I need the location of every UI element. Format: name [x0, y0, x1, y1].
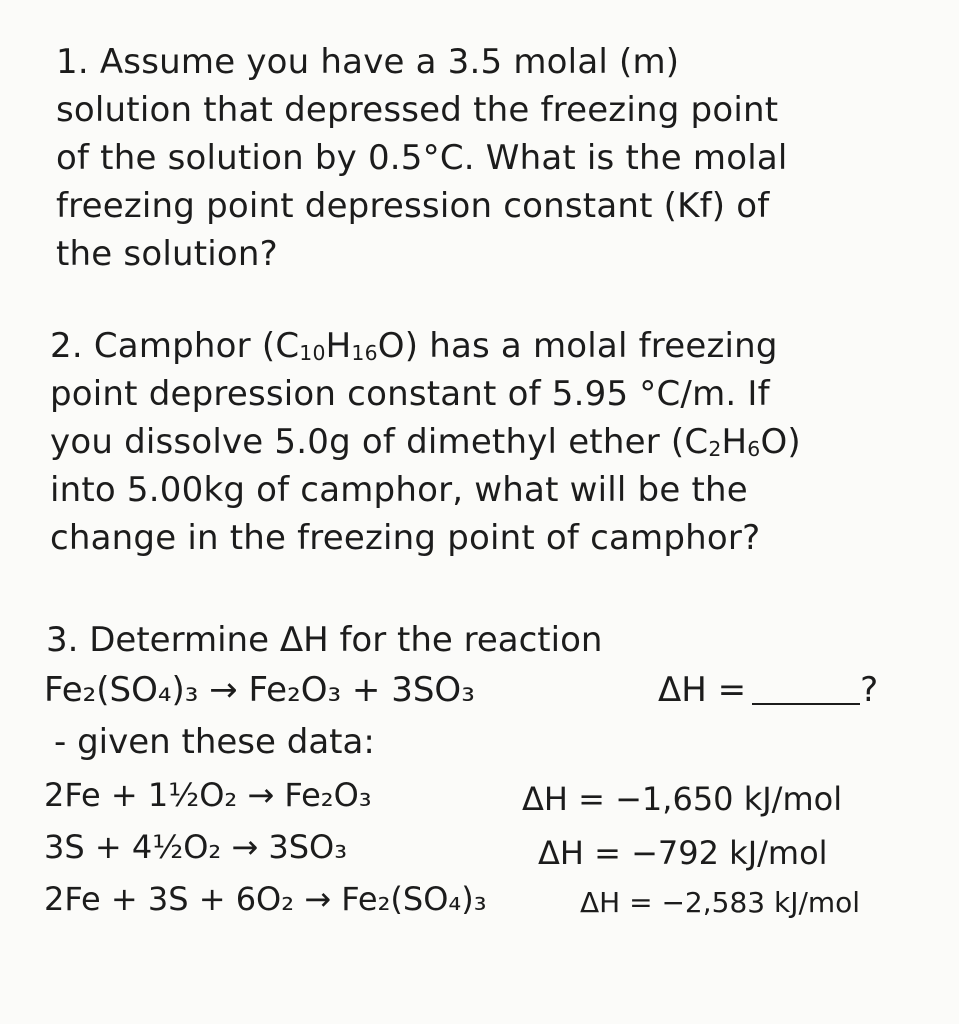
- data-equation: 2Fe + 1½O₂ → Fe₂O₃: [44, 776, 372, 814]
- text-fragment: you dissolve 5.0g of dimethyl ether (C: [50, 422, 709, 462]
- data-dh: ΔH = −1,650 kJ/mol: [522, 780, 843, 818]
- text-fragment: H: [325, 326, 352, 366]
- question-2-line: [50, 418, 930, 466]
- text-fragment: O): [760, 422, 801, 462]
- subscript: 6: [747, 437, 761, 462]
- question-2: [50, 322, 930, 562]
- question-1: [56, 38, 916, 278]
- subscript: 16: [351, 341, 378, 366]
- subscript: 10: [299, 341, 326, 366]
- question-2-line: into 5.00kg of camphor, what will be the: [50, 470, 748, 510]
- data-dh: ΔH = −792 kJ/mol: [538, 834, 828, 872]
- question-2-line: point depression constant of 5.95 °C/m. If: [50, 374, 770, 414]
- subscript: 2: [708, 437, 722, 462]
- question-3-title: 3. Determine ΔH for the reaction: [46, 620, 603, 660]
- text-fragment: H: [721, 422, 748, 462]
- text-fragment: 2. Camphor (C: [50, 326, 300, 366]
- question-2-line: change in the freezing point of camphor?: [50, 518, 761, 558]
- question-1-line: 1. Assume you have a 3.5 molal (m): [56, 42, 680, 82]
- question-1-line: freezing point depression constant (Kf) of: [56, 186, 770, 226]
- answer-blank: [752, 673, 860, 705]
- question-1-line: of the solution by 0.5°C. What is the molal: [56, 138, 788, 178]
- data-equation: 3S + 4½O₂ → 3SO₃: [44, 828, 348, 866]
- text-fragment: O) has a molal freezing: [377, 326, 778, 366]
- data-equation: 2Fe + 3S + 6O₂ → Fe₂(SO₄)₃: [44, 880, 487, 918]
- question-1-line: solution that depressed the freezing point: [56, 90, 779, 130]
- data-dh: ΔH = −2,583 kJ/mol: [580, 886, 861, 919]
- dh-unknown: ?: [860, 670, 879, 710]
- dh-label: ΔH =: [658, 670, 747, 710]
- question-1-line: the solution?: [56, 234, 278, 274]
- question-2-line: [50, 322, 930, 370]
- given-label: - given these data:: [54, 722, 375, 762]
- target-dh: [658, 670, 878, 710]
- target-reaction: Fe₂(SO₄)₃ → Fe₂O₃ + 3SO₃: [44, 670, 475, 710]
